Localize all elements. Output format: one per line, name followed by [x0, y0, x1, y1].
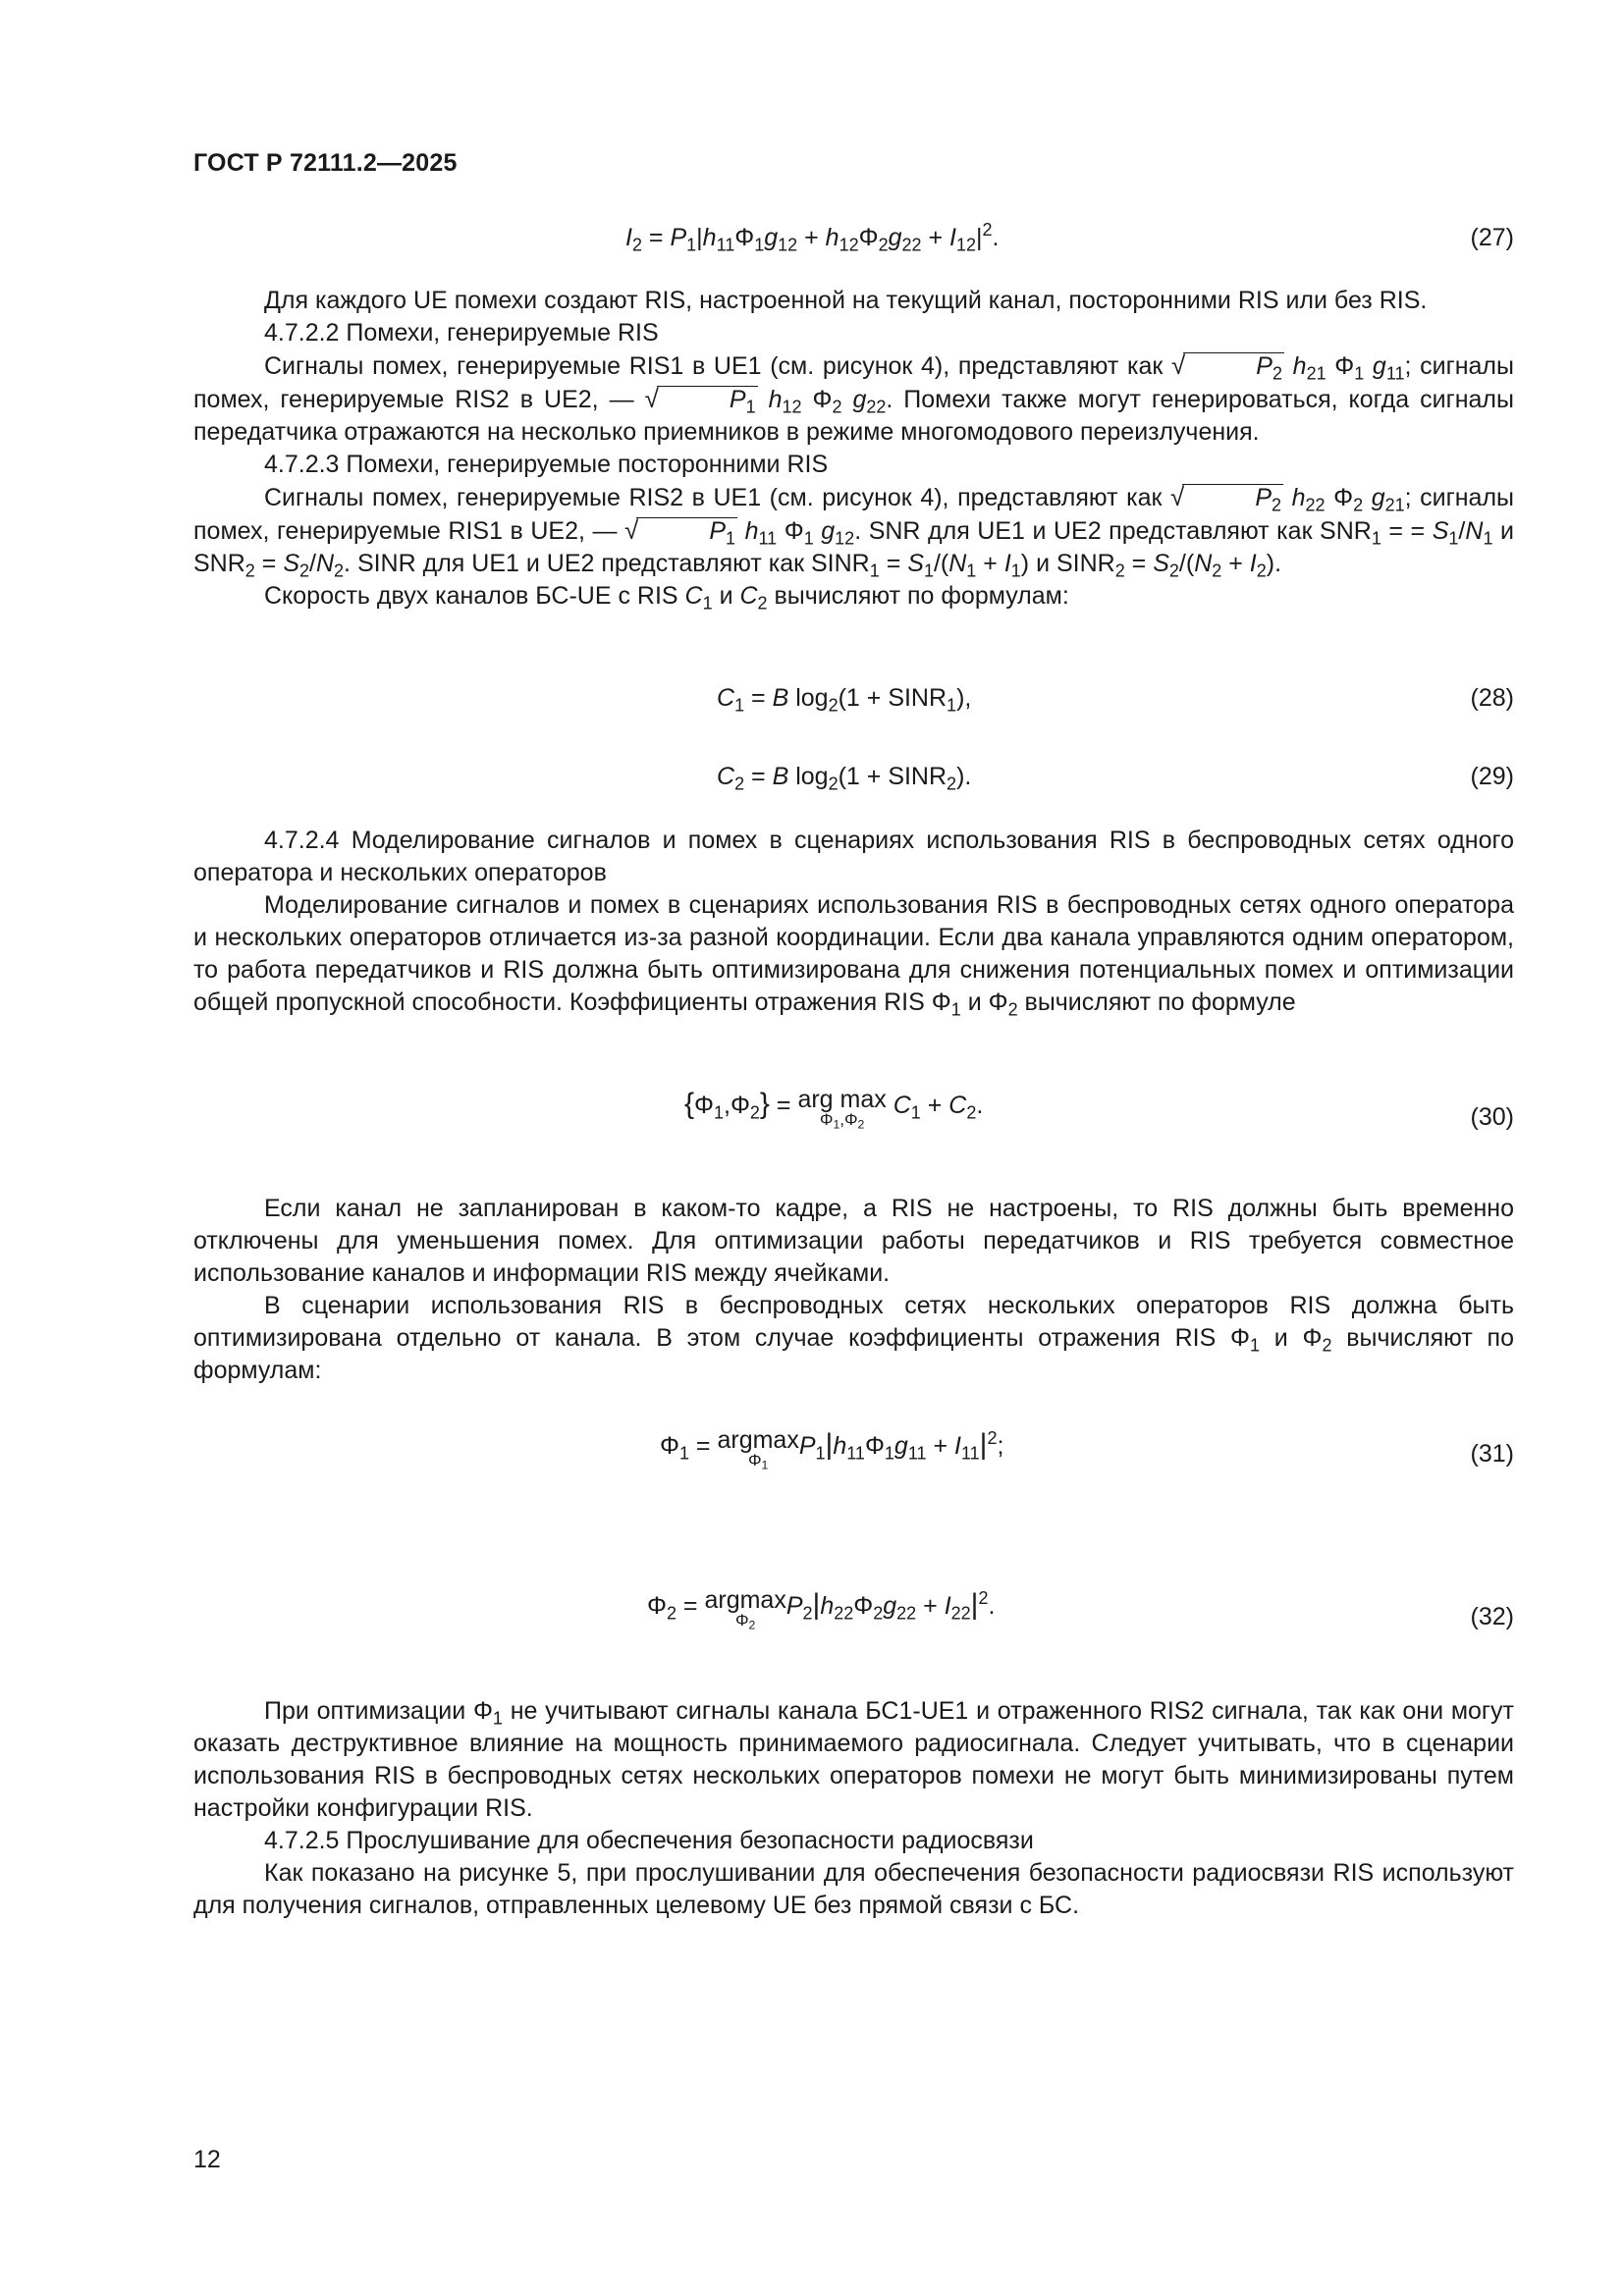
text-fragment: и SNR — [193, 517, 1514, 577]
paragraph-modeling: Моделирование сигналов и помех в сценариях использования RIS в беспроводных сетях одного оператора и нескольких операторов отличается из-за разной координации. Если два канала управляются одним оператором, то работа передатчиков и RIS должна быть оптимизирована для снижения потенциальных помех и оптимизации общей пропускной способности. Коэффициенты отражения RIS $\Phi_1$ и $\Phi_2$ вычисляют по формуле — [193, 891, 1514, 1020]
text-fragment: и — [719, 582, 733, 610]
text-fragment: и SINR — [1036, 550, 1115, 577]
page-number: 12 — [193, 2146, 221, 2173]
text-fragment: ; сигналы помех, генерируемые RIS2 в UE2, — — [193, 352, 1514, 413]
text-fragment: и — [967, 988, 982, 1016]
text-fragment: не учитывают сигналы канала БС1-UE1 и отраженного RIS2 сигнала, так как они могут оказать деструктивное влияние на мощность принимаемого радиосигнала. Следует учитывать, что в сценарии использования RIS в беспроводных сетях нескольких операторов помехи не могут быть минимизированы путем настройки конфигурации RIS. — [193, 1697, 1514, 1822]
section-heading-4722: 4.7.2.2 Помехи, генерируемые RIS — [264, 319, 659, 347]
equation-29-formula: $C_2 = B$ $\log_2(1$ + $SINR_2$). — [717, 763, 972, 794]
section-heading-4725: 4.7.2.5 Прослушивание для обеспечения безопасности радиосвязи — [264, 1827, 1034, 1854]
equation-32 — [193, 1588, 1514, 1647]
equation-31-formula: $\Phi_1$ = argmax $\Phi_1$ $P_1|h_{11}\Phi_1g_{11} + I_{11}|^2$; — [660, 1426, 1004, 1472]
text-fragment: ; сигналы помех, генерируемые RIS1 в UE2, — — [193, 484, 1515, 545]
paragraph-channel-rate: Скорость двух каналов БС-UE с RIS $C_1$ и $C_2$ вычисляют по формулам: — [264, 582, 1069, 614]
equation-30-number: (30) — [1470, 1103, 1514, 1131]
text-fragment: При оптимизации — [264, 1697, 466, 1725]
text-block-1 — [193, 285, 1514, 613]
text-fragment: Моделирование сигналов и помех в сценариях использования RIS в беспроводных сетях одного оператора и нескольких операторов отличается из-за разной координации. Если два канала управляются одним оператором, то работа передатчиков и RIS должна быть оптимизирована для снижения потенциальных помех и оптимизации общей пропускной способности. Коэффициенты отражения RIS — [193, 891, 1514, 1016]
text-fragment: . SINR для UE1 и UE2 представляют как SINR — [344, 550, 870, 577]
text-block-3 — [193, 1193, 1514, 1387]
equation-32-formula: $\Phi_2$ = argmax $\Phi_2$ $P_2|h_{22}\Phi_2g_{22} + I_{22}|^2$. — [647, 1586, 996, 1632]
equation-31-number: (31) — [1470, 1440, 1514, 1468]
paragraph-optimization: При оптимизации $\Phi_1$ не учитывают сигналы канала БС1-UE1 и отраженного RIS2 сигнала, так как они могут оказать деструктивное влияние на мощность принимаемого радиосигнала. Следует учитывать, что в сценарии использования RIS в беспроводных сетях нескольких операторов помехи не могут быть минимизированы путем настройки конфигурации RIS. — [193, 1697, 1514, 1822]
paragraph-ris-interference: Сигналы помех, генерируемые RIS1 в UE1 (см. рисунок 4), представляют как √ $P_2$ $h_{21}$ $\Phi_1$ $g_{11}$; сигналы помех, генерируемые RIS2 в UE2, — √ $P_1$ $h_{12}$ $\Phi_2$ $g_{22}$. Помехи также могут генерироваться, когда сигналы передатчика отражаются на несколько приемников в режиме многомодового переизлучения. — [193, 350, 1514, 446]
text-fragment: Сигналы помех, генерируемые RIS1 в UE1 (см. рисунок 4), представляют как — [264, 352, 1164, 380]
text-block-2 — [193, 825, 1514, 1019]
equation-31 — [193, 1428, 1514, 1487]
text-fragment: и — [1273, 1324, 1288, 1352]
text-fragment: . SNR для UE1 и UE2 представляют как SNR — [854, 517, 1372, 545]
equation-27 — [193, 220, 1514, 263]
text-fragment: Скорость двух каналов БС-UE с RIS — [264, 582, 678, 610]
text-fragment: Сигналы помех, генерируемые RIS2 в UE1 (см. рисунок 4), представляют как — [264, 484, 1163, 511]
equation-32-number: (32) — [1470, 1603, 1514, 1630]
equation-28-formula: $C_1 = B$ $\log_2(1$ + $SINR_1$), — [717, 684, 972, 716]
equation-28-number: (28) — [1470, 684, 1514, 712]
section-heading-4723: 4.7.2.3 Помехи, генерируемые посторонними RIS — [264, 451, 829, 478]
text-fragment: вычисляют по формуле — [1024, 988, 1296, 1016]
equation-27-formula: $I_2 = P_1|h_{11}\Phi_1g_{12} + h_{12}\Phi_2g_{22} + I_{12}|^2$. — [625, 220, 1000, 255]
equation-27-number: (27) — [1470, 224, 1514, 251]
paragraph-scheduling: Если канал не запланирован в каком-то кадре, а RIS не настроены, то RIS должны быть временно отключены для уменьшения помех. Для оптимизации работы передатчиков и RIS требуется совместное использование каналов и информации RIS между ячейками. — [193, 1195, 1514, 1287]
equation-28 — [193, 684, 1514, 723]
equation-29 — [193, 763, 1514, 802]
text-fragment: вычисляют по формулам: — [774, 582, 1069, 610]
paragraph-eavesdropping: Как показано на рисунке 5, при прослушивании для обеспечения безопасности радиосвязи RIS используют для получения сигналов, отправленных целевому UE без прямой связи с БС. — [193, 1859, 1514, 1919]
text-block-4 — [193, 1695, 1514, 1922]
paragraph-foreign-ris-interference: Сигналы помех, генерируемые RIS2 в UE1 (см. рисунок 4), представляют как √ $P_2$ $h_{22}$ $\Phi_2$ $g_{21}$; сигналы помех, генерируемые RIS1 в UE2, — √ $P_1$ $h_{11}$ $\Phi_1$ $g_{12}$. SNR для UE1 и UE2 представляют как $SNR_1$ = = $S_1/N_1$ и $SNR_2 = S_2/N_2$. SINR для UE1 и UE2 представляют как $SINR_1 = S_1/(N_1 + I_1)$ и $SINR_2 = S_2/(N_2 + I_2)$. — [193, 482, 1515, 581]
equation-30 — [193, 1088, 1514, 1147]
section-heading-4724: 4.7.2.4 Моделирование сигналов и помех в сценариях использования RIS в беспроводных сетях одного оператора и нескольких операторов — [193, 827, 1514, 886]
paragraph-interference-ue: Для каждого UE помехи создают RIS, настроенной на текущий канал, посторонними RIS или без RIS. — [264, 287, 1428, 314]
text-fragment: вычисляют по формулам: — [193, 1324, 1514, 1384]
text-fragment: В сценарии использования RIS в беспроводных сетях нескольких операторов RIS должна быть оптимизирована отдельно от канала. В этом случае коэффициенты отражения RIS — [193, 1292, 1514, 1352]
standard-header: ГОСТ Р 72111.2—2025 — [193, 149, 458, 177]
equation-30-formula: $\{\Phi_1,\Phi_2\}$ = arg max $\Phi_1,\Phi_2$ $C_1 + C_2$. — [684, 1086, 984, 1132]
equation-29-number: (29) — [1470, 763, 1514, 790]
paragraph-multi-operator: В сценарии использования RIS в беспроводных сетях нескольких операторов RIS должна быть оптимизирована отдельно от канала. В этом случае коэффициенты отражения RIS $\Phi_1$ и $\Phi_2$ вычисляют по формулам: — [193, 1292, 1514, 1384]
text-fragment: . Помехи также могут генерироваться, когда сигналы передатчика отражаются на несколько приемников в режиме многомодового переизлучения. — [193, 386, 1514, 446]
